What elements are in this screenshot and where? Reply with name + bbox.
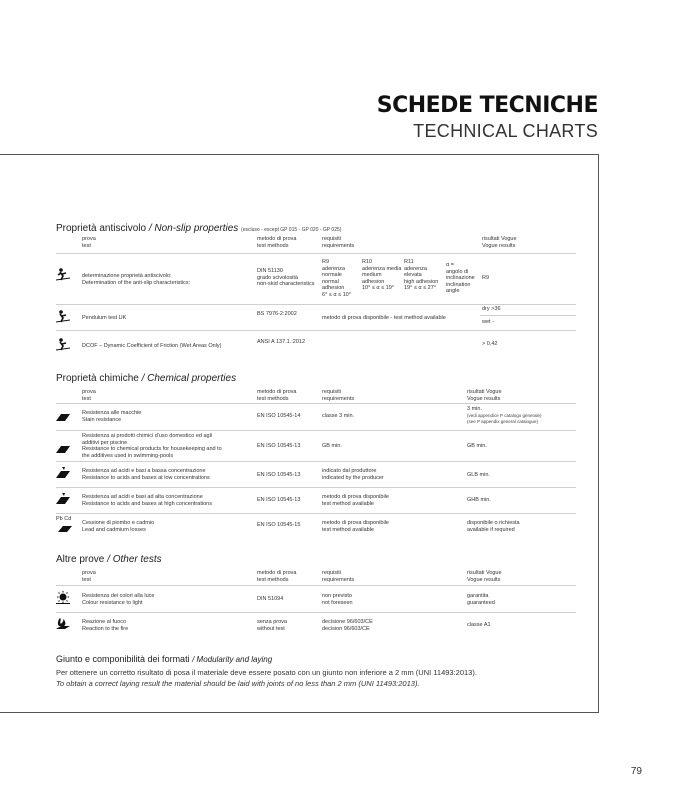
lead-cadmium-symbols: Pb Cd	[56, 516, 72, 522]
chemical-products-icon	[56, 441, 70, 454]
pendulum-icon	[56, 310, 70, 323]
joint-text: Per ottenere un corretto risultato di posa il materiale deve essere posato con un giunto non inferiore a 2 mm (UNI 11493:2013). To obtain a correct laying result the material should be laid with joints of no less than 2 mm (UNI 11493:2013).	[56, 668, 477, 688]
nonslip-section-title: Proprietà antiscivolo / Non-slip properties (escluso - except GP 015 - GP 020 - GP 025)	[56, 223, 342, 234]
page-title: SCHEDE TECNICHE	[376, 93, 598, 118]
page-subtitle: TECHNICAL CHARTS	[413, 121, 598, 141]
page-number: 79	[630, 766, 642, 777]
lead-cadmium-icon	[58, 524, 72, 537]
stain-icon	[56, 409, 70, 422]
dcof-icon	[56, 338, 70, 351]
slip-person-icon	[56, 268, 70, 281]
chemical-section-title: Proprietà chimiche / Chemical properties	[56, 373, 237, 384]
joint-section-title: Giunto e componibilità dei formati / Modularity and laying	[56, 654, 273, 664]
acid-low-icon	[56, 466, 70, 479]
acid-high-icon	[56, 492, 70, 505]
sun-light-icon	[56, 591, 70, 604]
fire-icon	[56, 617, 70, 630]
other-tests-section-title: Altre prove / Other tests	[56, 554, 162, 565]
